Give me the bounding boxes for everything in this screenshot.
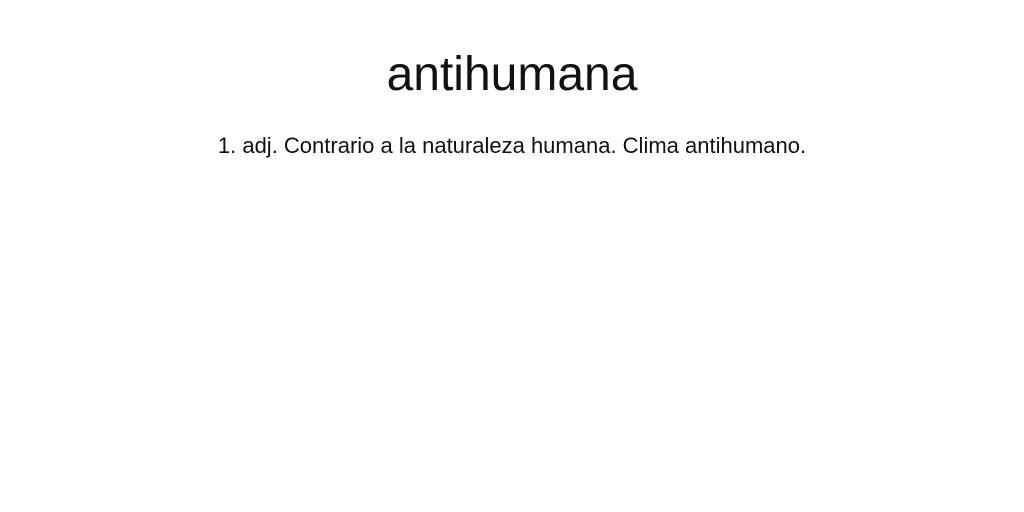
headword: antihumana [386, 48, 638, 101]
definition-1: 1. adj. Contrario a la naturaleza humana. Clima antihumano. [217, 133, 807, 158]
